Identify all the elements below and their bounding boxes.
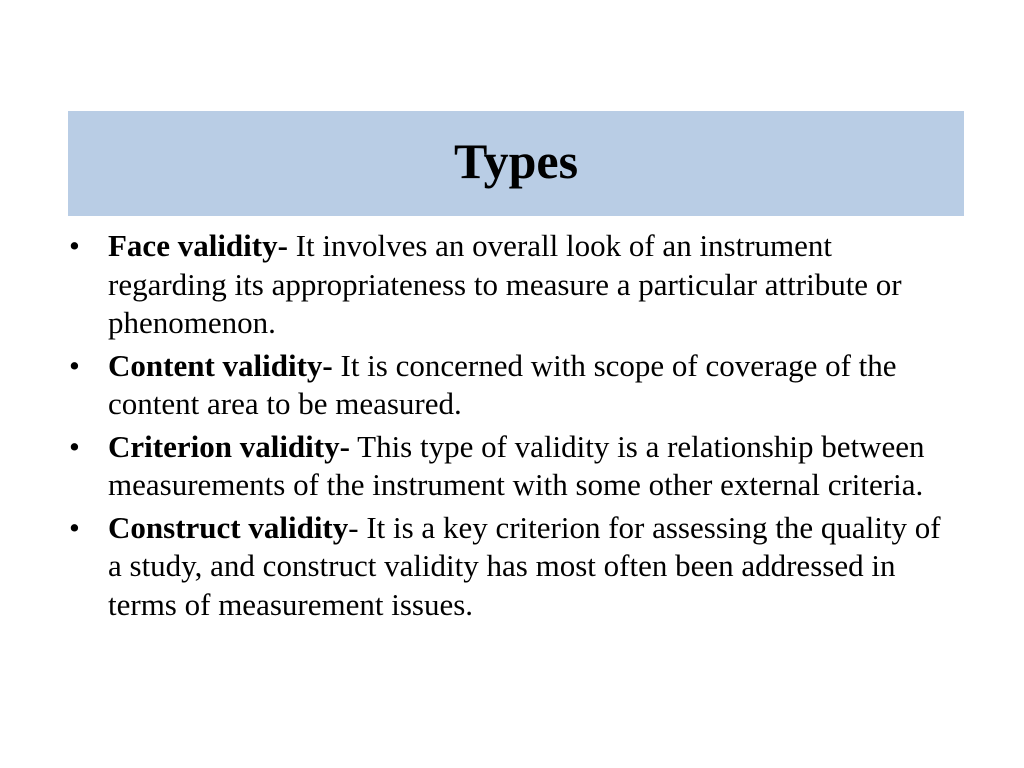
bullet-description: - It is a key criterion for assessing the quality of a study, and construct validity has most often been addressed in terms of measurement issues.: [108, 509, 941, 622]
bullet-icon: •: [69, 428, 80, 464]
bullet-description: This type of validity is a relationship between measurements of the instrument with some other external criteria.: [108, 428, 925, 502]
bullet-item-face-validity: [0, 227, 1024, 343]
bullet-item-criterion-validity: [0, 428, 1024, 505]
bullet-icon: •: [69, 228, 80, 263]
bullet-term: Content validity-: [108, 347, 333, 383]
bullet-description: It is concerned with scope of coverage of the content area to be measured.: [108, 347, 897, 421]
bullet-icon: •: [69, 509, 80, 545]
bullet-list: [0, 227, 1024, 628]
bullet-description: It involves an overall look of an instrument regarding its appropriateness to measure a particular attribute or phenomenon.: [108, 228, 902, 340]
bullet-item-content-validity: [0, 347, 1024, 424]
bullet-item-construct-validity: [0, 509, 1024, 625]
bullet-term: Face validity-: [108, 228, 288, 263]
bullet-term: Criterion validity-: [108, 428, 350, 464]
title-band: [68, 111, 964, 216]
bullet-term: Construct validity: [108, 509, 349, 545]
bullet-icon: •: [69, 347, 80, 383]
slide-title: Types: [453, 132, 579, 189]
